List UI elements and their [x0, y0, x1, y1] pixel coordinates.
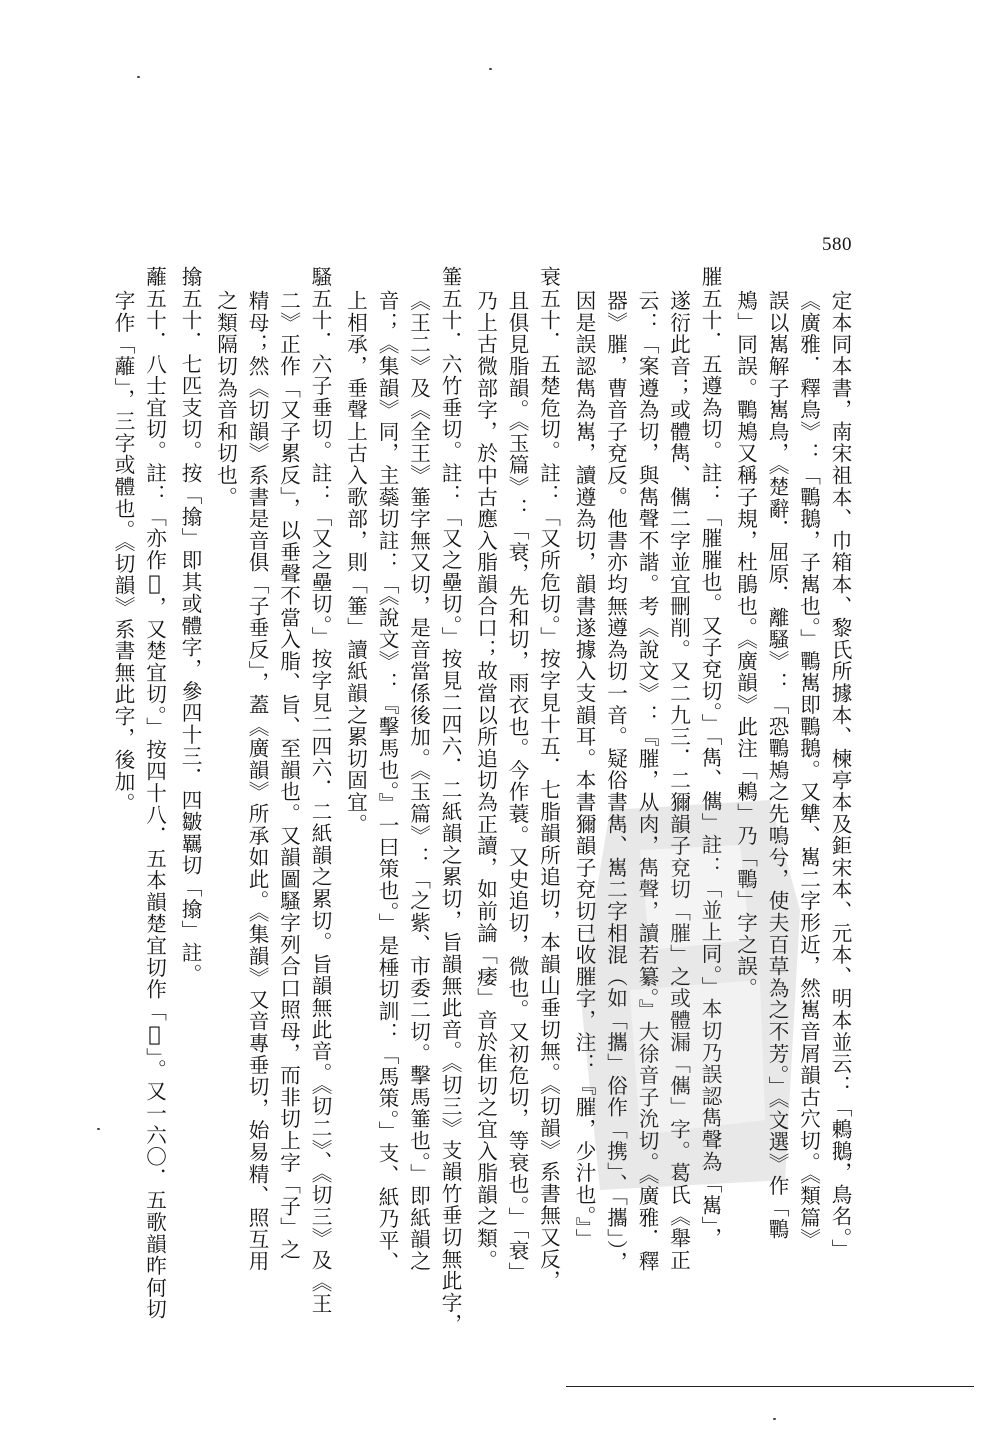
footer-rule — [566, 1386, 974, 1387]
text-column: 上相承，垂聲上古入歌部，則「箠」讀紙韻之累切固宜。 — [343, 290, 368, 835]
page-number: 580 — [822, 234, 852, 255]
text-column: 且俱見脂韻。《玉篇》：「衰，先和切，雨衣也。今作蓑。又史追切，微也。又初危切，等衰也。」「衰」 — [505, 290, 529, 1284]
text-column: 遂衍此音；或體雋、㒞二字並宜刪削。又二九三．二獮韻子兗切「膗」之或體漏「㒞」字。葛氏《舉正 — [666, 290, 691, 1271]
scan-speck — [97, 1128, 100, 1130]
entry-heading-column: 衰五十．五楚危切。註：「又所危切。」按字見十五．七脂韻所追切，本韻山垂切無。《切韻》系書無又反， — [536, 266, 561, 1292]
text-column: 因是誤認雋為嶲，讀遵為切，韻書遂據入支韻耳。本書獮韻子兗切已收膗字，注：『膗，少汁也。』」 — [572, 290, 596, 1251]
text-column: 鴂」同誤。鷤鴂又稱子規，杜鵑也。《廣韻》此注「鶇」乃「鷤」字之誤。 — [733, 290, 758, 1000]
text-column: 二》正作「又子累反」，以垂聲不當入脂、旨、至韻也。又韻圖騷字列合口照母，而非切上字「子」之 — [276, 290, 301, 1261]
scan-speck — [137, 76, 140, 78]
text-column: 精母；然《切韻》系書是音俱「子垂反」，蓋《廣韻》所承如此。《集韻》又音專垂切，始易精、照互用 — [245, 290, 269, 1273]
text-column: 器》膗，曹音子兗反。他書亦均無遵為切一音。疑俗書雋、嶲二字相混（如「攜」俗作「携」、「攜」）， — [603, 290, 628, 1274]
text-column: 定本同本書，南宋祖本、巾箱本、黎氏所據本、楝亭本及鉅宋本、元本、明本並云：「鶇鵝，鳥名。」 — [828, 290, 852, 1261]
scan-speck — [773, 1418, 776, 1420]
entry-heading-column: 箠五十．六竹垂切。註：「又之壘切。」按見二四六．二紙韻之累切，旨韻無此音。《切三》支韻竹垂切無此字， — [438, 266, 462, 1336]
text-column: 音；《集韻》同，主蘂切註：「《說文》：『擊馬也。』一曰策也。」是棰切訓：「馬策。」支、紙乃平、 — [375, 290, 399, 1274]
text-column: 字作「蘺」，三字或體也。《切韻》系書無此字，後加。 — [111, 290, 135, 815]
entry-heading-column: 騷五十．六子垂切。註：「又之壘切。」按字見二四六．二紙韻之累切。旨韻無此音。《切二》、《切三》及《王 — [308, 266, 332, 1315]
text-column: 云：「案遵為切，與雋聲不諧。考《說文》：『膗，从肉，雋聲，讀若纂。』大徐音子沇切。《廣雅．釋 — [635, 290, 659, 1273]
text-column: 《廣雅．釋鳥》：「鷤鵝，子嶲也。」鷤嶲即鷤鵝。又犨、嶲二字形近，然嶲音屑韻古穴切。《類篇》 — [796, 290, 821, 1251]
scan-speck — [489, 68, 492, 70]
vertical-text-body — [111, 266, 855, 1361]
text-column: 《王二》及《全王》箠字無又切，是音當係後加。《玉篇》：「之紫、市委二切。擊馬箠也。」即紙韻之 — [406, 290, 431, 1273]
text-column: 誤以嶲解子嶲鳥，《楚辭．屈原．離騷》：「恐鷤鴂之先鳴兮，使夫百草為之不芳。」《文選》作「鷤 — [765, 290, 789, 1241]
entry-heading-column: 膗五十．五遵為切。註：「膗膗也。又子兗切。」「雋、㒞」註：「並上同。」本切乃誤認雋聲為「嶲」， — [698, 266, 722, 1250]
entry-heading-column: 蘺五十．八士宜切。註：「亦作𩬆，又楚宜切。」按四十八．五本韻楚宜切作「𩬆」。又一六〇．五歌韻昨何切 — [142, 266, 167, 1321]
text-column: 之類隔切為音和切也。 — [213, 290, 238, 508]
text-column: 乃上古微部字，於中古應入脂韻合口；故當以所追切為正讀，如前論「痿」音於隹切之宜入脂韻之類。 — [473, 290, 498, 1271]
entry-heading-column: 㩉五十．七匹支切。按「㩉」即其或體字，參四十三．四皺羈切「㩉」註。 — [178, 266, 202, 986]
